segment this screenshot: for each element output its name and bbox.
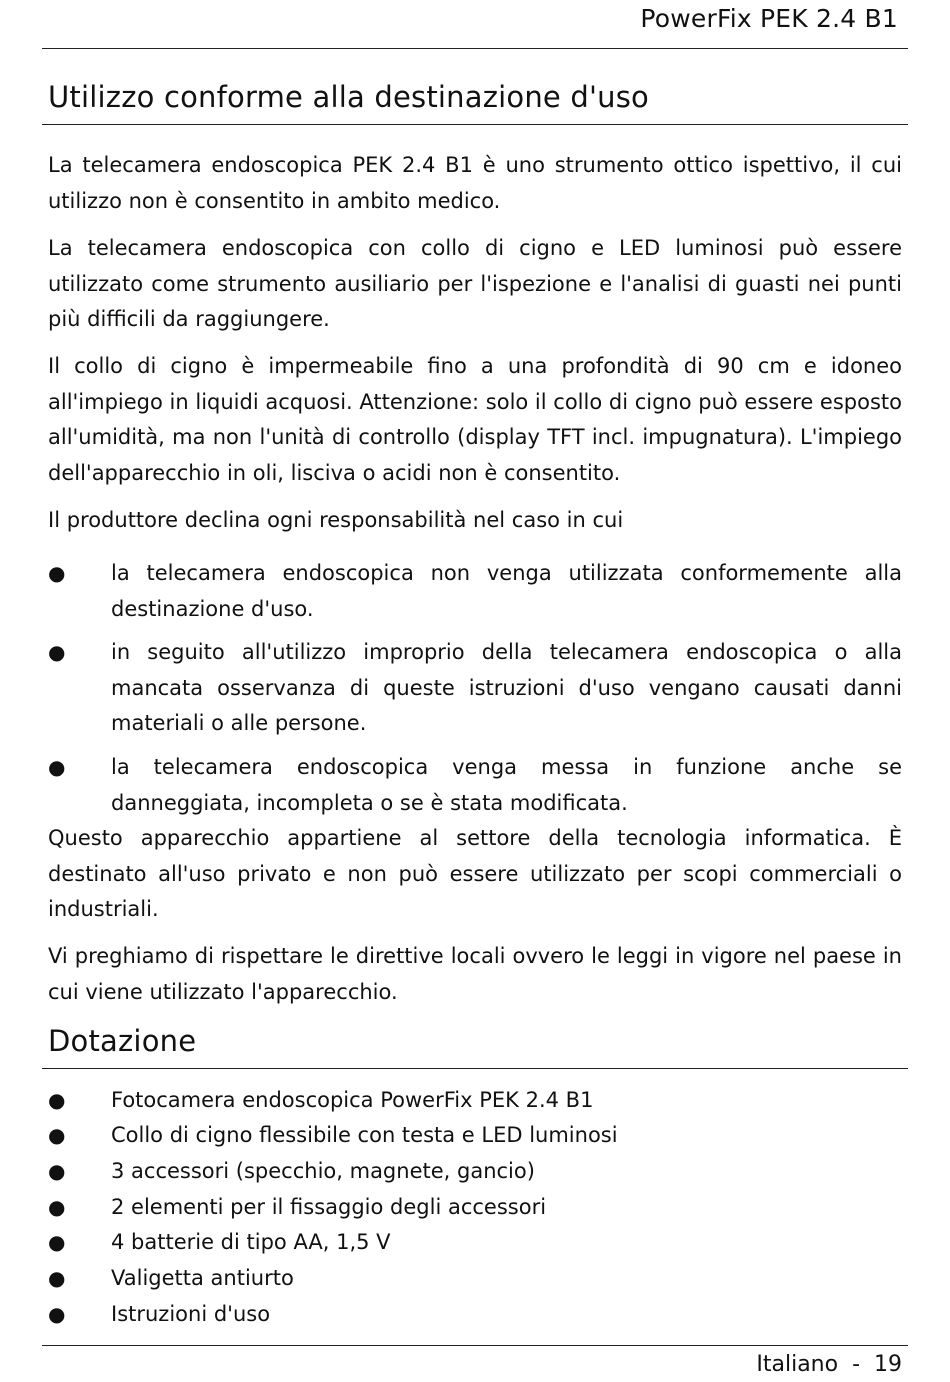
list-item: la telecamera endoscopica non venga utilizzata conformemente alla destinazione d'uso. bbox=[111, 561, 902, 621]
bullet-icon: ● bbox=[48, 1266, 66, 1290]
paragraph: Questo apparecchio appartiene al settore della tecnologia informatica. È destinato all'uso privato e non può essere utilizzato per scopi commerciali o industriali. bbox=[48, 826, 902, 921]
section-rule bbox=[42, 1068, 908, 1069]
list-item: Valigetta antiurto bbox=[111, 1266, 294, 1290]
bullet-icon: ● bbox=[48, 640, 66, 664]
bullet-icon: ● bbox=[48, 1195, 66, 1219]
paragraph: La telecamera endoscopica PEK 2.4 B1 è uno strumento ottico ispettivo, il cui utilizzo non è consentito in ambito medico. bbox=[48, 153, 902, 213]
section-title-contents: Dotazione bbox=[48, 1024, 197, 1058]
list-item: 4 batterie di tipo AA, 1,5 V bbox=[111, 1230, 391, 1254]
bullet-icon: ● bbox=[48, 1159, 66, 1183]
bullet-icon: ● bbox=[48, 561, 66, 585]
list-item: 3 accessori (specchio, magnete, gancio) bbox=[111, 1159, 535, 1183]
bullet-icon: ● bbox=[48, 1088, 66, 1112]
footer-rule bbox=[42, 1345, 908, 1346]
paragraph: Il produttore declina ogni responsabilità nel caso in cui bbox=[48, 508, 624, 532]
paragraph: Il collo di cigno è impermeabile fino a una profondità di 90 cm e idoneo all'impiego in liquidi acquosi. Attenzione: solo il collo di cigno può essere esposto all'umidità, ma non l'unità di controllo (display TFT incl. impugnatura). L'impiego dell'apparecchio in oli, lisciva o acidi non è consentito. bbox=[48, 354, 902, 485]
list-item: Istruzioni d'uso bbox=[111, 1302, 271, 1326]
bullet-icon: ● bbox=[48, 755, 66, 779]
header-rule bbox=[42, 48, 908, 49]
list-item: 2 elementi per il fissaggio degli accessori bbox=[111, 1195, 547, 1219]
section-title-intended-use: Utilizzo conforme alla destinazione d'uso bbox=[48, 80, 650, 114]
list-item: la telecamera endoscopica venga messa in funzione anche se danneggiata, incompleta o se è stata modificata. bbox=[111, 755, 902, 815]
bullet-icon: ● bbox=[48, 1230, 66, 1254]
list-item: Fotocamera endoscopica PowerFix PEK 2.4 B1 bbox=[111, 1088, 594, 1112]
section-rule bbox=[42, 124, 908, 125]
list-item: in seguito all'utilizzo improprio della telecamera endoscopica o alla mancata osservanza di queste istruzioni d'uso vengano causati danni materiali o alle persone. bbox=[111, 640, 902, 735]
page-footer: Italiano - 19 bbox=[756, 1352, 902, 1377]
page-header: PowerFix PEK 2.4 B1 bbox=[640, 4, 898, 33]
paragraph: La telecamera endoscopica con collo di cigno e LED luminosi può essere utilizzato come strumento ausiliario per l'ispezione e l'analisi di guasti nei punti più difficili da raggiungere. bbox=[48, 236, 902, 331]
paragraph: Vi preghiamo di rispettare le direttive locali ovvero le leggi in vigore nel paese in cui viene utilizzato l'apparecchio. bbox=[48, 944, 902, 1004]
list-item: Collo di cigno flessibile con testa e LED luminosi bbox=[111, 1123, 618, 1147]
bullet-icon: ● bbox=[48, 1123, 66, 1147]
bullet-icon: ● bbox=[48, 1302, 66, 1326]
